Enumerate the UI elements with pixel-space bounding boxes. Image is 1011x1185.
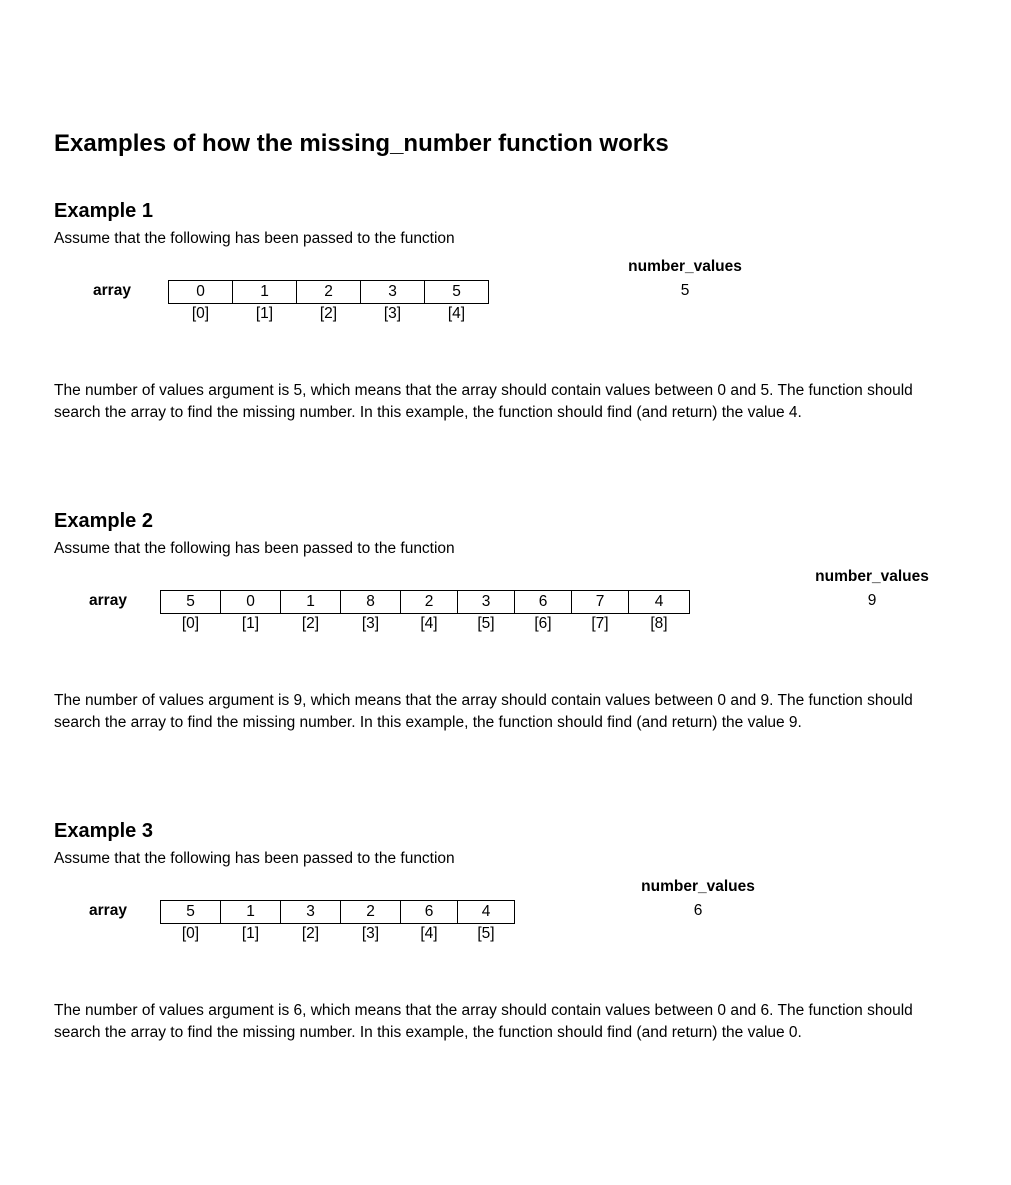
array-cell: 5 (425, 281, 489, 304)
example-heading: Example 2 (54, 510, 153, 532)
number-values-label: number_values (628, 258, 742, 275)
example-explanation: The number of values argument is 5, which means that the array should contain values between 0 and 5. The function should search the array to find the missing number. In this example, the function should find (and return) the value 4. (54, 382, 913, 421)
array-cell: 5 (161, 901, 221, 924)
array-cell: 4 (458, 901, 515, 924)
number-values-value: 6 (693, 902, 703, 919)
array-label: array (89, 902, 127, 919)
array-index: [3] (383, 305, 402, 322)
array-cell: 1 (221, 901, 281, 924)
array-cell: 2 (401, 591, 458, 614)
example-heading: Example 1 (54, 200, 153, 222)
array-cell: 2 (341, 901, 401, 924)
array-table (160, 590, 690, 634)
number-values-value: 9 (867, 592, 877, 609)
array-cell: 5 (161, 591, 221, 614)
array-index: [5] (477, 615, 495, 632)
array-index: [0] (181, 615, 200, 632)
array-index: [1] (241, 925, 260, 942)
array-index: [3] (361, 615, 380, 632)
array-cell: 6 (515, 591, 572, 614)
number-values-value: 5 (680, 282, 690, 299)
array-index: [1] (241, 615, 260, 632)
array-index: [0] (181, 925, 200, 942)
array-label: array (89, 592, 127, 609)
array-index: [2] (319, 305, 338, 322)
array-table (160, 900, 515, 944)
array-index: [4] (447, 305, 466, 322)
array-cell: 7 (572, 591, 629, 614)
array-label: array (93, 282, 131, 299)
example-intro: Assume that the following has been passed to the function (54, 230, 455, 247)
example-explanation: The number of values argument is 9, which means that the array should contain values between 0 and 9. The function should search the array to find the missing number. In this example, the function should find (and return) the value 9. (54, 692, 913, 731)
array-cell: 6 (401, 901, 458, 924)
array-index: [2] (301, 615, 320, 632)
array-table (168, 280, 489, 324)
number-values (618, 875, 778, 923)
number-values (792, 565, 952, 613)
array-index: [1] (255, 305, 274, 322)
array-cell: 3 (458, 591, 515, 614)
array-cell: 0 (169, 281, 233, 304)
array-index: [3] (361, 925, 380, 942)
example-1 (0, 200, 1011, 490)
page-title: Examples of how the missing_number function works (54, 130, 669, 157)
array-index: [4] (420, 615, 438, 632)
array-cell: 3 (281, 901, 341, 924)
example-intro: Assume that the following has been passed to the function (54, 850, 455, 867)
number-values-label: number_values (641, 878, 755, 895)
number-values-label: number_values (815, 568, 929, 585)
array-index: [7] (591, 615, 609, 632)
array-index: [0] (191, 305, 210, 322)
example-2 (0, 510, 1011, 800)
array-index: [6] (534, 615, 552, 632)
example-explanation: The number of values argument is 6, which means that the array should contain values between 0 and 6. The function should search the array to find the missing number. In this example, the function should find (and return) the value 0. (54, 1002, 913, 1041)
array-index: [8] (650, 615, 668, 632)
array-index: [5] (477, 925, 495, 942)
array-cell: 4 (629, 591, 690, 614)
array-cell: 1 (281, 591, 341, 614)
array-index: [2] (301, 925, 320, 942)
example-3 (0, 820, 1011, 1110)
example-intro: Assume that the following has been passed to the function (54, 540, 455, 557)
array-cell: 2 (297, 281, 361, 304)
array-index: [4] (420, 925, 438, 942)
number-values (605, 255, 765, 303)
array-cell: 0 (221, 591, 281, 614)
array-cell: 1 (233, 281, 297, 304)
array-cell: 8 (341, 591, 401, 614)
example-heading: Example 3 (54, 820, 153, 842)
array-cell: 3 (361, 281, 425, 304)
